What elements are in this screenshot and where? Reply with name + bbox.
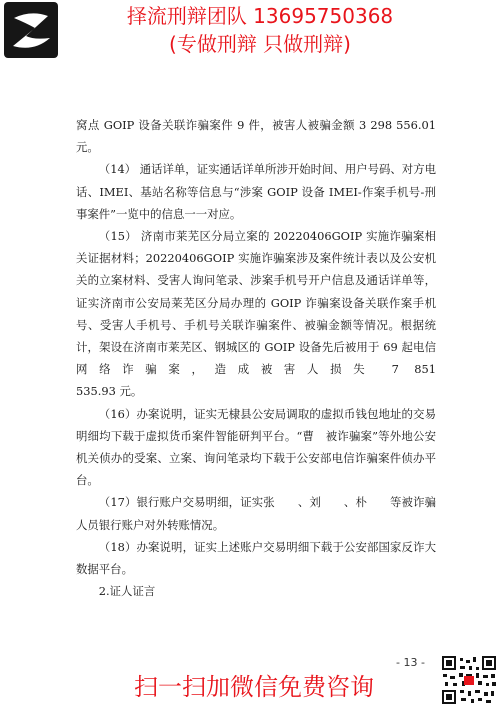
paragraph-item-14: （14） 通话详单，证实通话详单所涉开始时间、用户号码、对方电话、IMEI、基站名称等信息与“涉案 GOIP 设备 IMEI-作案手机号-刑事案件”一览中的信息一一对应。 bbox=[76, 162, 436, 221]
page-header bbox=[0, 0, 500, 66]
paragraph-continued-line2: 元。 bbox=[76, 140, 99, 155]
banner-slogan: (专做刑辩 只做刑辩) bbox=[169, 32, 351, 56]
qr-code-icon[interactable] bbox=[440, 654, 498, 706]
section-heading-witness-testimony: 2.证人证言 bbox=[98, 584, 156, 599]
paragraph-item-17: （17）银行账户交易明细，证实张 、刘 、朴 等被诈骗人员银行账户对外转账情况。 bbox=[76, 495, 436, 532]
document-body bbox=[76, 114, 436, 602]
footer-banner: 扫一扫加微信免费咨询 bbox=[134, 673, 374, 701]
paragraph-item-16: （16）办案说明，证实无棣县公安局调取的虚拟币钱包地址的交易明细均下载于虚拟货币案件智能研判平台。“曹 被诈骗案”等外地公安机关侦办的受案、立案、询问笔录均下载于公安部电信诈骗案件侦办平台。 bbox=[76, 406, 436, 488]
paragraph-item-18: （18）办案说明，证实上述账户交易明细下载于公安部国家反诈大数据平台。 bbox=[76, 539, 436, 577]
page-number: - 13 - bbox=[396, 656, 425, 669]
paragraph-continued-line1: 窝点 GOIP 设备关联诈骗案件 9 件，被害人被骗金额 3 298 556.01 bbox=[76, 118, 436, 132]
paragraph-item-15: （15） 济南市莱芜区分局立案的 20220406GOIP 实施诈骗案相关证据材料；20220406GOIP 实施诈骗案涉及案件统计表以及公安机关的立案材料、受害人询问笔录、涉案手机号开户信息及通话详单等，证实济南市公安局莱芜区分局办理的 GOIP 诈骗案设备关联作案手机号、受害人手机号、手机号关联诈骗案件、被骗金额等情况。根据统计，架设在济南市莱芜区、钢城区的 GOIP 设备先后被用于 69 起电信网络诈骗案，造成被害人损失 7 851 bbox=[76, 229, 436, 377]
stylized-z-logo-icon bbox=[4, 2, 58, 58]
paragraph-item-15-end: 535.93 元。 bbox=[76, 384, 143, 399]
banner-team-phone: 择流刑辩团队 13695750368 bbox=[126, 4, 394, 28]
